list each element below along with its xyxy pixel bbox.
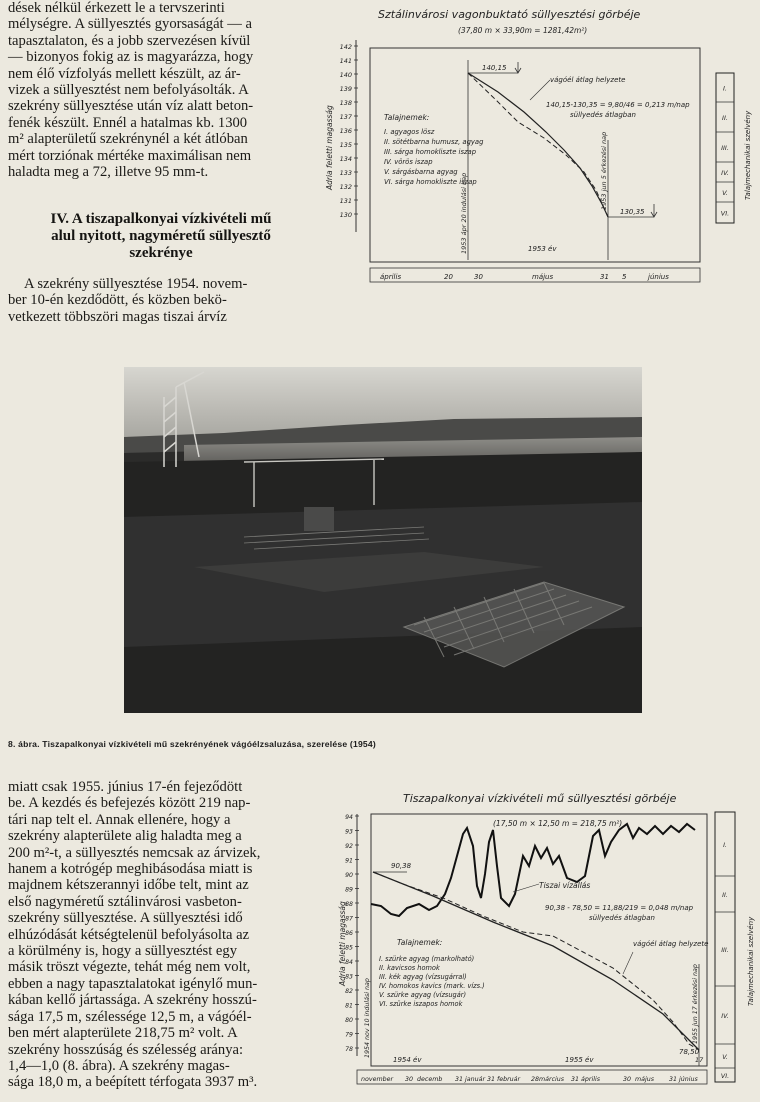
text-line: majdnem kétszerannyi időbe telt, mint az <box>8 877 249 894</box>
year-label: 1953 év <box>528 245 557 253</box>
avg-line-label: vágóél átlag helyzete <box>550 76 626 84</box>
y-tick-label: 141 <box>339 57 352 65</box>
chart-title: Tiszapalkonyai vízkivételi mű süllyesztési görbéje <box>403 792 677 805</box>
text-line: — bizonyos fokig az is magyarázza, hogy <box>8 49 254 66</box>
x-tick-label: 31 <box>600 273 609 281</box>
mid-left-paragraph <box>8 276 314 325</box>
y-axis-label: Adria feletti magasság <box>338 901 347 986</box>
soil-item: IV. vörös iszap <box>384 158 433 166</box>
layer-label: IV. <box>721 169 729 177</box>
heading-line: szekrénye <box>129 245 193 261</box>
text-line: miatt csak 1955. június 17-én fejeződött <box>8 779 243 795</box>
end-level: 78,50 <box>679 1048 700 1056</box>
soil-item: VI. sárga homokliszte iszap <box>384 178 477 186</box>
text-line: 1,4—1,0 (8. ábra). A szekrény magas- <box>8 1057 230 1074</box>
text-line: mélységre. A süllyesztés gyorsaságát — a <box>8 16 252 33</box>
x-tick-label: április <box>380 273 402 281</box>
x-tick-label: 31 <box>571 1076 580 1083</box>
layer-label: III. <box>721 947 729 954</box>
x-tick-label: decemb <box>417 1076 443 1083</box>
y-tick-label: 78 <box>345 1046 353 1053</box>
right-label: Talajmechanikai szelvény <box>744 110 752 200</box>
soil-item: III. sárga homokliszte iszap <box>384 148 477 156</box>
soil-header: Talajnemek: <box>384 113 430 122</box>
y-tick-label: 135 <box>339 141 352 149</box>
bottom-left-paragraph <box>8 779 328 1091</box>
soil-item: I. agyagos lösz <box>384 128 435 136</box>
x-tick-label: 20 <box>444 273 453 281</box>
text-line: másik tröszt végezte, tehát még nem volt, <box>8 959 251 976</box>
layer-label: II. <box>722 892 728 899</box>
text-line: mért torziónak mértéke maximálisan nem <box>8 147 252 164</box>
soil-profile <box>715 842 735 1080</box>
y-tick-label: 87 <box>345 915 353 923</box>
layer-label: IV. <box>721 1013 729 1020</box>
x-tick-label: 31 <box>669 1076 678 1083</box>
x-tick-label: február <box>497 1076 521 1083</box>
text-line: ebben a nagy tapasztalatokat igénylő mun- <box>8 975 258 992</box>
text-line: szekrény süllyesztése után víz alatt beton- <box>8 98 254 115</box>
text-line: sága 18,0 m, a beépített térfogata 3937 m³. <box>8 1074 258 1091</box>
y-tick-label: 139 <box>339 85 352 93</box>
top-left-paragraph <box>8 0 314 180</box>
y-tick-label: 131 <box>339 197 352 205</box>
heading-line: alul nyitott, nagyméretű süllyesztő <box>51 228 271 244</box>
soil-item: II. sötétbarna humusz, agyag <box>384 138 484 146</box>
x-tick-label: 30 <box>623 1076 632 1083</box>
x-end-label: 17 <box>695 1056 704 1064</box>
formula-line-1: 140,15-130,35 = 9,80/46 = 0,213 m/nap <box>546 101 690 109</box>
layer-label: V. <box>722 189 728 197</box>
text-line: kában kellő jártassága. A szekrény hosszú- <box>8 992 257 1009</box>
heading-line: IV. A tiszapalkonyai vízkivételi mű <box>50 211 272 227</box>
year-1954: 1954 év <box>393 1056 422 1064</box>
layer-label: II. <box>722 114 728 122</box>
chart-tiszapalkonya <box>333 786 759 1098</box>
x-tick-label: 30 <box>474 273 483 281</box>
text-line: első nagyméretű sztálinvárosi vasbeton- <box>8 893 242 910</box>
text-line: szekrény hosszúság és szélesség aránya: <box>8 1041 244 1058</box>
x-labels <box>361 1075 698 1083</box>
y-ticks <box>340 43 358 219</box>
y-tick-label: 93 <box>345 828 353 836</box>
text-line: sága 17,5 m, szélessége 12,5 m, a vágóél- <box>8 1008 252 1025</box>
text-line: m² alapterületű szekrénynél a két átlóban <box>8 131 248 148</box>
layer-label: I. <box>723 84 727 93</box>
layer-label: III. <box>721 144 729 152</box>
avg-line-label: vágóél átlag helyzete <box>633 940 709 948</box>
formula-line-2: süllyedés átlagban <box>570 111 636 119</box>
x-tick-label: március <box>539 1076 565 1083</box>
soil-profile <box>716 85 734 218</box>
y-tick-label: 90 <box>345 872 353 879</box>
y-tick-label: 86 <box>345 930 353 937</box>
y-tick-label: 132 <box>339 183 352 191</box>
y-tick-label: 130 <box>339 211 352 219</box>
start-level: 90,38 <box>391 862 412 870</box>
text-line: ber 10-én kezdődött, és közben bekö- <box>8 292 227 309</box>
x-tick-label: június <box>679 1076 698 1083</box>
y-tick-label: 92 <box>345 843 353 850</box>
y-tick-label: 80 <box>345 1017 353 1024</box>
y-tick-label: 137 <box>339 113 352 121</box>
text-line: szekrény alapterülete alig haladta meg a <box>8 828 242 845</box>
y-tick-label: 138 <box>339 99 352 107</box>
x-tick-label: 30 <box>405 1076 414 1083</box>
section-heading <box>8 211 314 262</box>
y-tick-label: 84 <box>345 959 353 966</box>
text-line: haladta meg a 72, illetve 95 mm-t. <box>8 164 209 181</box>
end-level: 130,35 <box>620 208 645 216</box>
x-tick-label: január <box>465 1076 486 1083</box>
text-line: elhúzódását kétségtelenül befolyásolta az <box>8 926 250 943</box>
x-tick-label: november <box>361 1076 394 1083</box>
text-line: dések nélkül érkezett le a tervszerinti <box>8 0 225 16</box>
x-tick-label: 31 <box>487 1076 496 1083</box>
year-1955: 1955 év <box>565 1056 594 1064</box>
y-tick-label: 83 <box>345 973 353 981</box>
figure-caption: 8. ábra. Tiszapalkonyai vízkivételi mű szekrényének vágóélzsaluzása, szerelése (1954) <box>8 739 376 749</box>
text-line: tapasztalaton, és a jobb szervezésen kívül <box>8 32 251 49</box>
chart-sztalinvaros <box>318 0 758 300</box>
start-date-label: 1953 ápr 20 indulási nap <box>460 172 468 254</box>
text-line: hanem a kotrógép meghibásodása miatt is <box>8 861 253 878</box>
x-tick-label: június <box>648 273 669 281</box>
y-tick-label: 136 <box>339 127 352 135</box>
layer-label: VI. <box>720 1073 730 1080</box>
text-line: fenék készült. Ennél a hatalmas kb. 1300 <box>8 114 248 131</box>
soil-item: V. szürke agyag (vízsugár) <box>379 991 467 999</box>
x-tick-label: április <box>581 1076 600 1083</box>
formula-line-1: 90,38 - 78,50 = 11,88/219 = 0,048 m/nap <box>545 904 694 912</box>
y-axis-label: Adria feletti magasság <box>325 105 334 190</box>
photo-image <box>124 367 642 713</box>
x-tick-label: 5 <box>622 273 627 281</box>
soil-item: V. sárgásbarna agyag <box>384 168 458 176</box>
start-level: 140,15 <box>482 64 507 72</box>
soil-item: I. szürke agyag (markolható) <box>379 955 475 963</box>
text-line: A szekrény süllyesztése 1954. novem- <box>24 276 248 292</box>
right-label: Talajmechanikai szelvény <box>747 916 755 1006</box>
y-tick-label: 88 <box>345 901 353 908</box>
end-date-label: 1953 jun 5 érkezési nap <box>600 131 608 210</box>
water-label: Tiszai vízállás <box>539 881 591 890</box>
y-tick-label: 133 <box>339 169 352 177</box>
text-line: nem élő vízfolyás mellett készült, az ár- <box>8 65 241 82</box>
y-tick-label: 82 <box>345 988 353 995</box>
y-tick-label: 134 <box>339 155 352 163</box>
text-line: vetkezett többszöri magas tiszai árvíz <box>8 308 227 325</box>
layer-label: V. <box>722 1054 728 1061</box>
soil-item: IV. homokos kavics (mark. vízs.) <box>379 982 485 990</box>
y-tick-label: 91 <box>345 857 353 865</box>
layer-label: VI. <box>720 209 730 218</box>
text-line: 200 m²-t, a süllyesztés nemcsak az árvizek, <box>8 844 261 861</box>
soil-item: III. kék agyag (vízsugárral) <box>379 973 467 981</box>
text-line: ben mért alapterülete 218,75 m² volt. A <box>8 1025 238 1042</box>
formula-line-2: süllyedés átlagban <box>589 914 655 922</box>
text-line: szekrény süllyesztése. A süllyesztési idő <box>8 910 243 927</box>
y-tick-label: 79 <box>345 1031 353 1039</box>
chart-subtitle: (17,50 m × 12,50 m = 218,75 m²) <box>493 819 623 828</box>
x-tick-label: május <box>532 273 554 281</box>
x-tick-label: 28 <box>531 1076 540 1083</box>
text-line: vizek a süllyesztést nem befolyásolták. A <box>8 82 249 99</box>
x-tick-label: 31 <box>455 1076 464 1083</box>
construction-photo <box>124 367 642 713</box>
soil-item: VI. szürke iszapos homok <box>379 1000 463 1008</box>
y-tick-label: 142 <box>339 43 352 51</box>
y-tick-label: 89 <box>345 886 353 894</box>
text-line: be. A kezdés és befejezés között 219 nap- <box>8 795 251 812</box>
y-tick-label: 81 <box>345 1002 353 1010</box>
text-line: a körülmény is, hogy a süllyesztést egy <box>8 943 237 960</box>
chart-title: Sztálinvárosi vagonbuktató süllyesztési görbéje <box>378 8 641 21</box>
y-tick-label: 140 <box>339 71 352 79</box>
y-tick-label: 85 <box>345 944 353 952</box>
x-tick-label: május <box>635 1076 655 1083</box>
y-tick-label: 94 <box>345 814 353 821</box>
end-date-label: 1955 jun 17 érkezési nap <box>692 964 699 1044</box>
x-labels <box>380 273 669 281</box>
start-date-label: 1954 nov 10 indulási nap <box>364 978 371 1058</box>
layer-label: I. <box>723 842 727 849</box>
chart-subtitle: (37,80 m × 33,90m = 1281,42m²) <box>458 26 588 35</box>
text-line: tári nap telt el. Annak ellenére, hogy a <box>8 811 231 828</box>
soil-header: Talajnemek: <box>397 938 443 947</box>
soil-item: II. kavicsos homok <box>379 964 440 972</box>
